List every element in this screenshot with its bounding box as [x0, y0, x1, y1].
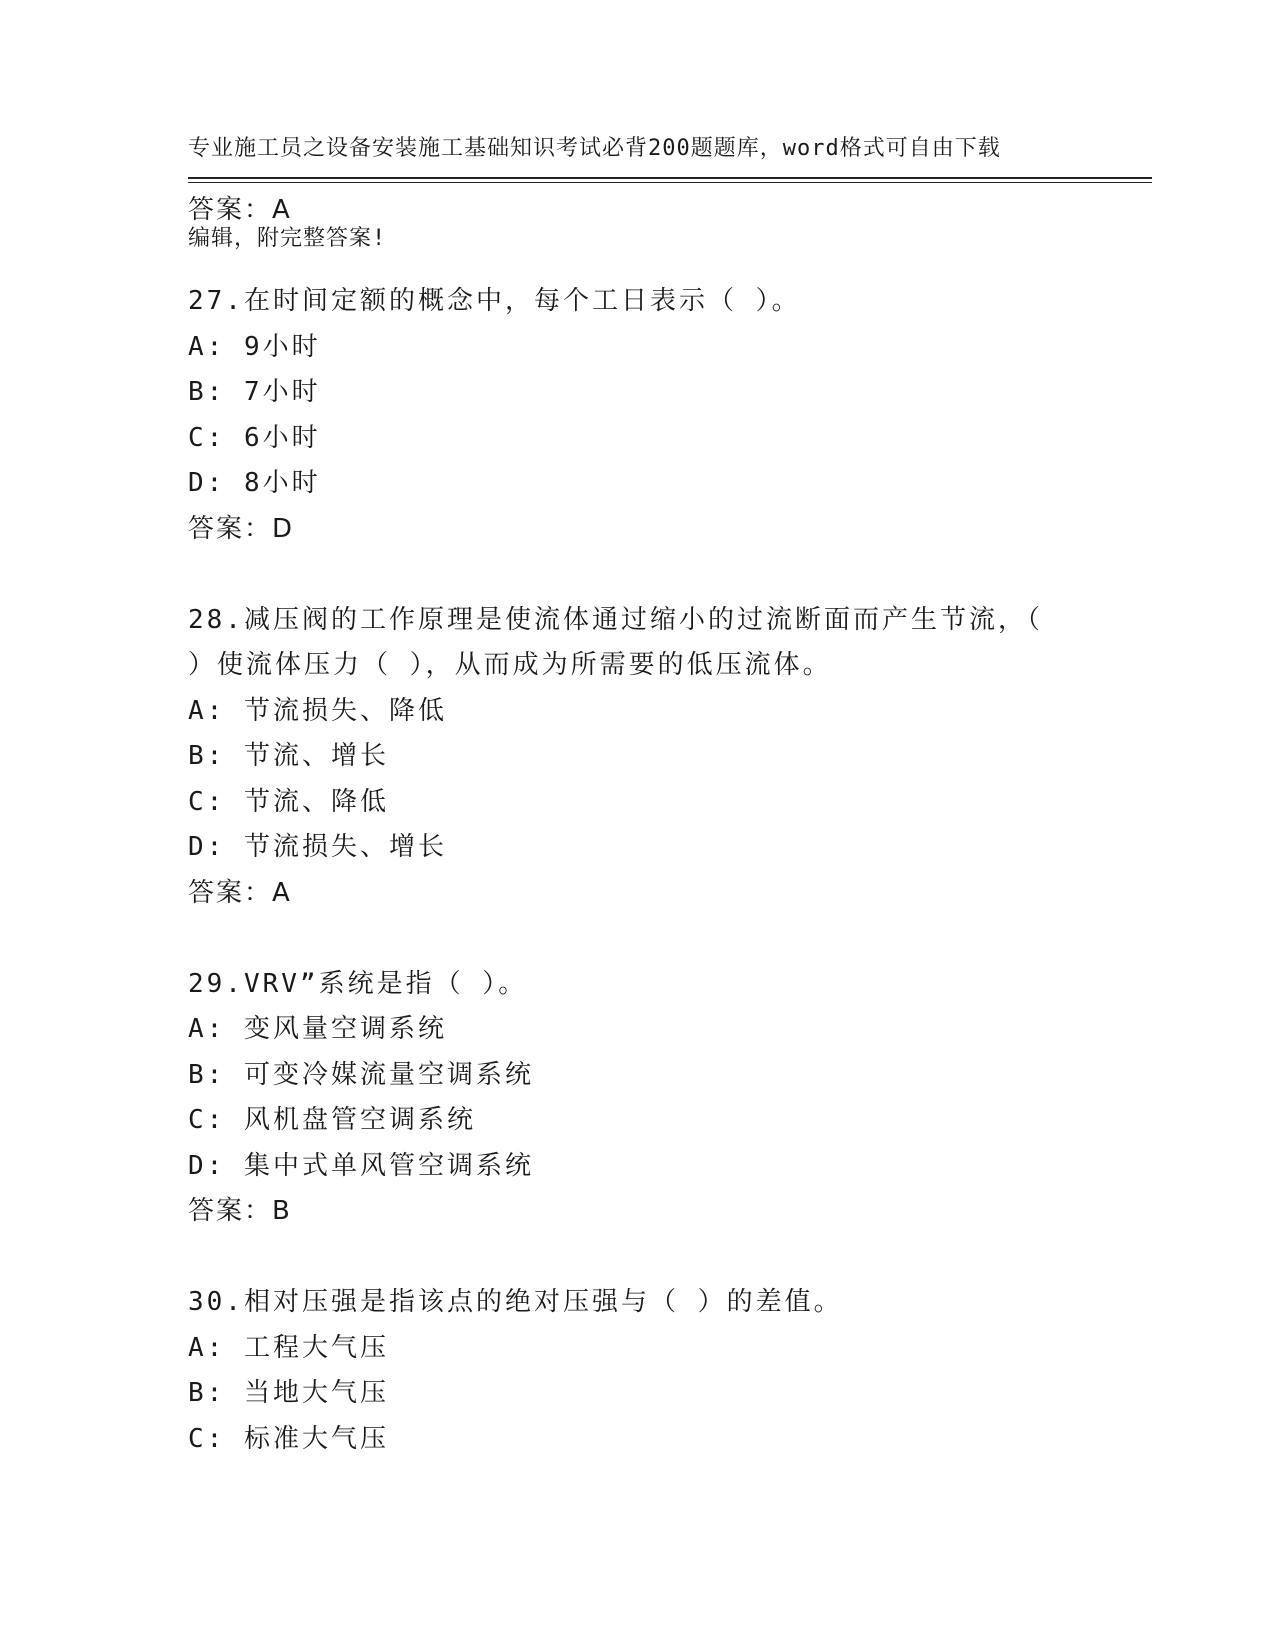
header-title-line-2: 编辑，附完整答案! — [188, 226, 387, 251]
question-text: 29.VRV”系统是指（ ）。 — [188, 968, 528, 999]
header-title-line-1: 专业施工员之设备安装施工基础知识考试必背200题题库，word格式可自由下载 — [188, 136, 1001, 161]
previous-answer: 答案：A — [188, 195, 292, 225]
option-c: C: 节流、降低 — [188, 786, 389, 817]
answer: 答案：B — [188, 1196, 292, 1226]
header-divider-thick — [188, 177, 1152, 179]
option-a: A: 变风量空调系统 — [188, 1014, 447, 1044]
option-a: A: 节流损失、降低 — [188, 695, 447, 726]
question-text: 28.减压阀的工作原理是使流体通过缩小的过流断面而产生节流，（ — [188, 604, 1043, 635]
option-d: D: 节流损失、增长 — [188, 832, 447, 862]
question-text-continued: ）使流体压力（ ），从而成为所需要的低压流体。 — [188, 650, 832, 680]
answer: 答案：A — [188, 877, 292, 908]
question-28 — [188, 598, 1152, 917]
option-b: B: 7小时 — [188, 377, 321, 407]
option-a: A: 9小时 — [188, 331, 321, 362]
header-divider-thin — [188, 182, 1152, 183]
option-b: B: 可变冷媒流量空调系统 — [188, 1059, 534, 1090]
question-30 — [188, 1280, 1152, 1462]
option-c: C: 标准大气压 — [188, 1423, 389, 1454]
option-c: C: 风机盘管空调系统 — [188, 1105, 476, 1135]
option-a: A: 工程大气压 — [188, 1332, 389, 1363]
option-d: D: 8小时 — [188, 468, 321, 498]
spacer — [188, 552, 1152, 598]
question-text: 30.相对压强是指该点的绝对压强与（ ）的差值。 — [188, 1287, 843, 1317]
option-b: B: 节流、增长 — [188, 741, 389, 771]
option-b: B: 当地大气压 — [188, 1378, 389, 1408]
question-27 — [188, 279, 1152, 552]
spacer — [188, 234, 1152, 280]
question-text: 27.在时间定额的概念中，每个工日表示（ ）。 — [188, 286, 801, 316]
option-d: D: 集中式单风管空调系统 — [188, 1150, 534, 1181]
answer: 答案：D — [188, 513, 295, 544]
question-list — [188, 188, 1152, 1462]
option-c: C: 6小时 — [188, 422, 321, 453]
question-29 — [188, 962, 1152, 1235]
spacer — [188, 1235, 1152, 1281]
spacer — [188, 916, 1152, 962]
